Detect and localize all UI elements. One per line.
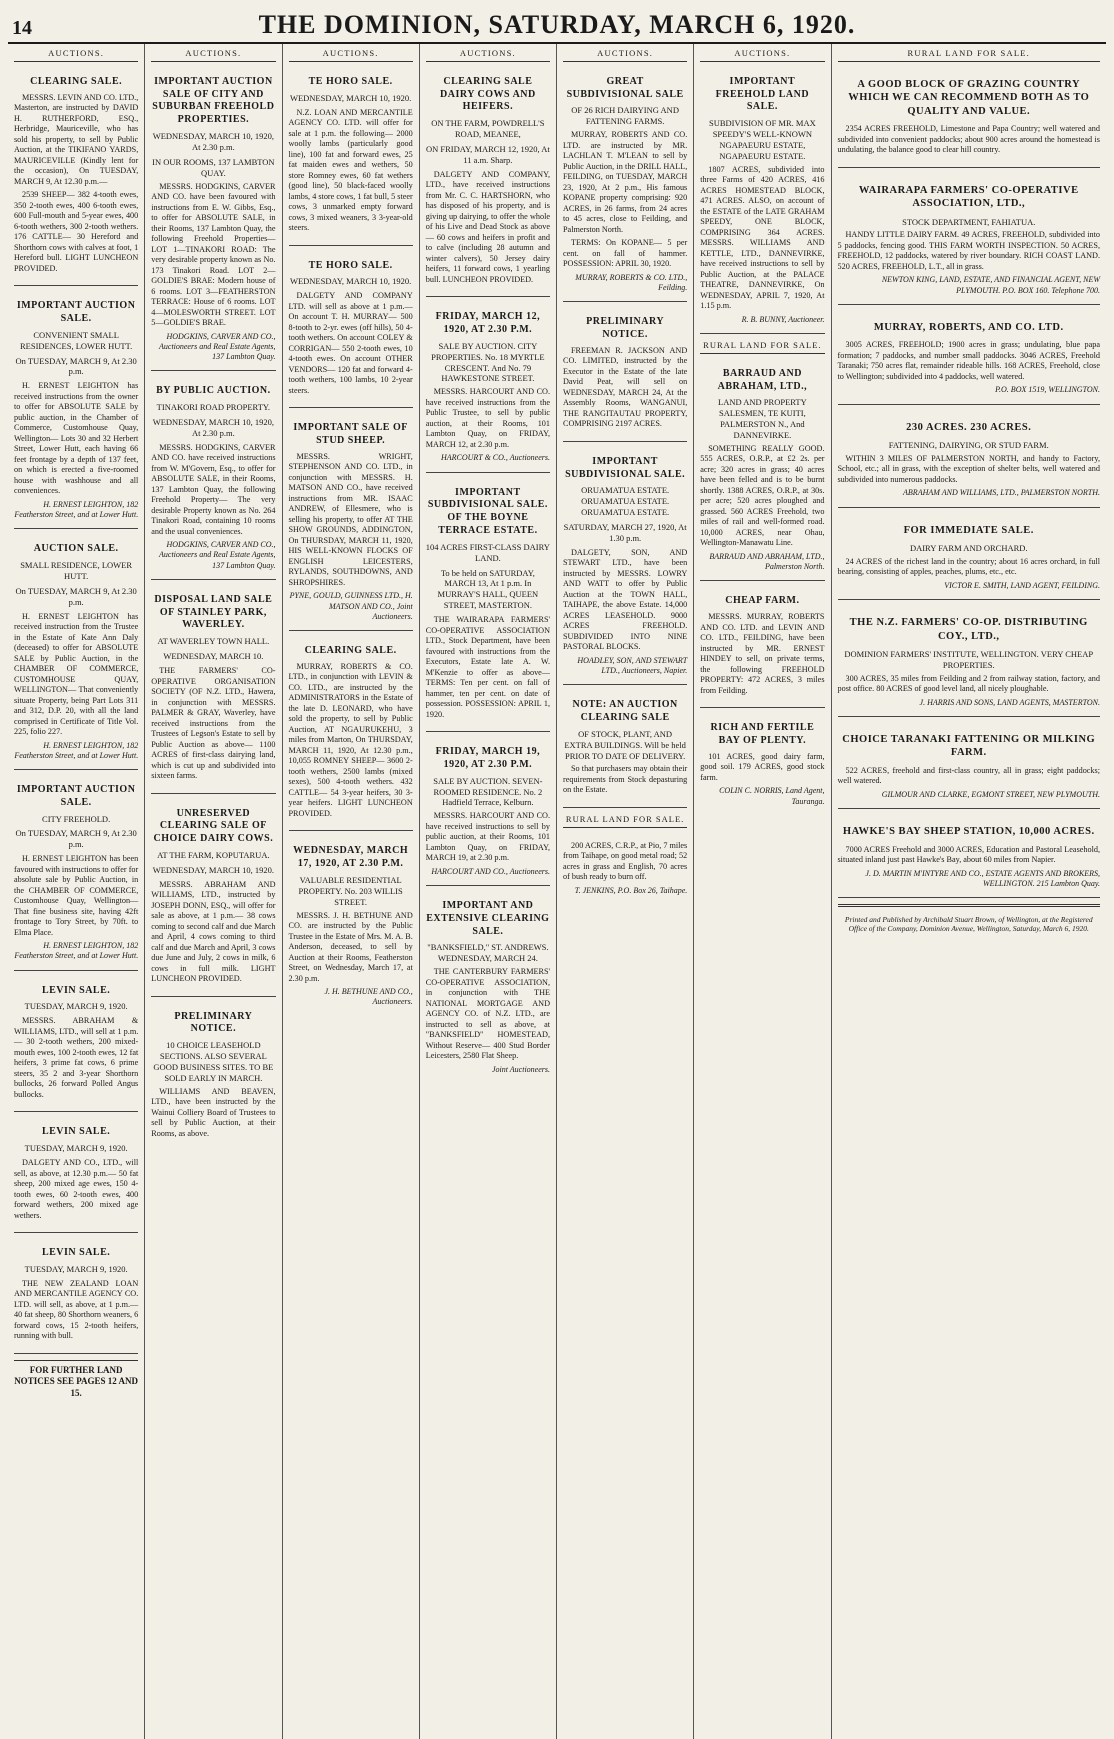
column-5: [557, 44, 694, 1739]
ad-block: [838, 174, 1101, 305]
ad-title: FOR IMMEDIATE SALE.: [903, 524, 1034, 536]
columns-grid: [8, 44, 1106, 1739]
ad-date: ON FRIDAY, MARCH 12, 1920, At 11 a.m. Sharp.: [426, 144, 550, 165]
ad-body: H. ERNEST LEIGHTON has received instructions from the owner to offer for ABSOLUTE SALE by public auction, in the Chamber of Commerce, Customhouse Quay, Wellington— Lots 30 and 32 Herbert Street, Lower Hutt, each having 66 feet frontage by a depth of 137 feet, on which is erected a five-roomed house with washhouse and all conveniences.: [14, 381, 139, 496]
ad-title: IMPORTANT SUBDIVISIONAL SALE.: [565, 455, 686, 480]
ad-signature: R. B. BUNNY, Auctioneer.: [741, 314, 825, 324]
ad-body: FREEMAN R. JACKSON AND CO. LIMITED, instructed by the Executor in the Estate of the late David Peat, will sell on WEDNESDAY, MARCH 24, At the Assembly Rooms, WANGANUI, THE RANGITAUTAU PROPERTY, COMPRISING 2197 ACRES.: [563, 345, 688, 429]
ad-subtitle: 104 ACRES FIRST-CLASS DAIRY LAND.: [425, 541, 550, 563]
ad-body: 101 ACRES, good dairy farm, good soil. 179 ACRES, good stock farm.: [700, 751, 825, 782]
ad-date: WEDNESDAY, MARCH 10.: [163, 651, 264, 662]
ad-body: 7000 ACRES Freehold and 3000 ACRES, Education and Pastoral Leasehold, situated inland just past Hawke's Bay, about 60 miles from Napier.: [837, 844, 1100, 865]
ad-signature: J. H. BETHUNE AND CO., Auctioneers.: [324, 987, 413, 1007]
column-3: [283, 44, 420, 1739]
ad-title: IMPORTANT SUBDIVISIONAL SALE. OF THE BOYNE TERRACE ESTATE.: [427, 486, 548, 536]
ad-body: DALGETY, SON, AND STEWART LTD., have been instructed by MESSRS. LOWRY AND WATT to offer by Public Auction at the TOWN HALL, TAIHAPE, the above Estate. 14,000 ACRES LEASEHOLD. 9000 ACRES FREEHOLD. SUBDIVIDED INTO NINE PASTORAL BLOCKS.: [563, 547, 688, 652]
ad-body: MESSRS. HARCOURT AND CO. have received instructions from the Public Trustee, to sell by public auction, at their Rooms, 101 Lambton Quay, on FRIDAY, MARCH 12, at 2.30 p.m.: [425, 387, 550, 449]
ad-block: [151, 377, 275, 580]
ad-body: MESSRS. HODGKINS, CARVER AND CO. have been favoured with instructions from E. W. Gibbs, Esq., to offer for ABSOLUTE SALE, in their Rooms, 137 Lambton Quay, the following Freehold Properties— LOT 1—TINAKORI ROAD: The very desirable property known as No. 173 Tinakori Road. LOT 2—GOLDIE'S BRAE: Modern house of 6 rooms. LOT 3—FEATHERSTON TERRACE: House of 6 rooms. LOT 4—MOLESWORTH STREET. LOT 5—GOLDIE'S BRAE.: [151, 181, 276, 328]
ad-block: [426, 68, 550, 297]
ad-body: 200 ACRES, C.R.P., at Pio, 7 miles from Taihape, on good metal road; 52 acres in grass and English, 70 acres of bush ready to burn off.: [563, 840, 688, 882]
ad-block: [700, 587, 824, 708]
ad-signature: HARCOURT AND CO., Auctioneers.: [431, 866, 550, 876]
ad-title: LEVIN SALE.: [41, 1126, 111, 1138]
ad-body: MESSRS. HARCOURT AND CO. have received instructions to sell by public auction, at their Rooms, 101 Lambton Quay, on FRIDAY, MARCH 19, at 2.30 p.m.: [425, 811, 550, 863]
ad-block: [289, 252, 413, 409]
ad-subtitle: AT WAVERLEY TOWN HALL.: [157, 636, 270, 647]
ad-signature: HOADLEY, SON, AND STEWART LTD., Auctioneers, Napier.: [577, 655, 688, 675]
ad-subtitle: CONVENIENT SMALL RESIDENCES, LOWER HUTT.: [20, 329, 133, 351]
ad-body: THE WAIRARAPA FARMERS' CO-OPERATIVE ASSOCIATION LTD., Stock Department, have been favoured with instructions from the Executors, Estate late A. W. M'Kenzie to offer as above— TERMS: Ten per cent. on fall of hammer, ten per cent. on date of possession. POSSESSION: APRIL 1, 1920.: [425, 615, 550, 719]
column-header: AUCTIONS.: [289, 48, 413, 62]
ad-title: CHOICE TARANAKI FATTENING OR MILKING FARM.: [842, 734, 1096, 759]
ad-body: H. ERNEST LEIGHTON has been favoured with instructions to offer for absolute sale by Public Auction, in the CHAMBER OF COMMERCE, Customhouse Quay, Wellington— That fine business site, having 42ft frontage to Tory Street, by 70ft. to Elma Place.: [14, 854, 139, 937]
ad-signature: T. JENKINS, P.O. Box 26, Taihape.: [574, 885, 688, 895]
ad-body: MESSRS. ABRAHAM & WILLIAMS, LTD., will sell at 1 p.m.— 30 2-tooth wethers, 200 mixed-mouth ewes, 100 2-tooth ewes, 12 fat heifers, 3 prime fat cows, 6 prime steers, 35 2 and 3-year Shorthorn bullocks, 26 forward Polled Angus bullocks.: [14, 1016, 139, 1099]
ad-title: CLEARING SALE.: [30, 75, 123, 87]
ad-signature: MURRAY, ROBERTS & CO. LTD., Feilding.: [575, 272, 688, 292]
ad-title: FRIDAY, MARCH 19, 1920, AT 2.30 P.M.: [435, 746, 541, 770]
ad-subtitle: SMALL RESIDENCE, LOWER HUTT.: [20, 560, 133, 581]
ad-signature: VICTOR E. SMITH, LAND AGENT, FEILDING.: [944, 580, 1100, 590]
newspaper-title: THE DOMINION, SATURDAY, MARCH 6, 1920.: [258, 10, 856, 39]
ad-title: IMPORTANT SALE OF STUD SHEEP.: [293, 422, 408, 447]
ad-title: WAIRARAPA FARMERS' CO-OPERATIVE ASSOCIATION, LTD.,: [858, 184, 1079, 210]
column-header: AUCTIONS.: [700, 48, 824, 62]
column-header: AUCTIONS.: [563, 48, 687, 62]
ad-block: [838, 411, 1101, 508]
ad-date: To be held on SATURDAY, MARCH 13, At 1 p.m. In MURRAY'S HALL, QUEEN STREET, MASTERTON.: [437, 567, 539, 611]
ad-body: MESSRS. LEVIN AND CO. LTD., Masterton, are instructed by DAVID H. RUTHERFORD, ESQ., Herbridge, Mauriceville, who has sold his property, to sell by Public Auction, at the TIKIFANO YARDS, MAURICEVILLE (Kindly lent for the occasion), On TUESDAY, MARCH 9, At 12.30 p.m.—: [14, 92, 139, 186]
ad-title: UNRESERVED CLEARING SALE OF CHOICE DAIRY COWS.: [153, 807, 274, 845]
ad-body: THE NEW ZEALAND LOAN AND MERCANTILE AGENCY CO. LTD. will sell, as above, at 1 p.m.— 40 fat sheep, 80 Shorthorn weaners, 6 forward cows, 15 2-tooth heifers, running with bull.: [14, 1278, 139, 1341]
ad-block: [700, 714, 824, 815]
ad-date: On TUESDAY, MARCH 9, At 2.30 p.m.: [15, 355, 137, 377]
column-1: [8, 44, 145, 1739]
ad-block: [14, 1118, 138, 1233]
divider: [838, 904, 1101, 907]
ad-title: AUCTION SALE.: [33, 543, 119, 555]
ad-block: [289, 68, 413, 246]
ad-body: N.Z. LOAN AND MERCANTILE AGENCY CO. LTD. will offer for sale at 1 p.m. the following— 2000 woolly lambs (particularly good line), 100 fat and forward ewes, 25 fat maiden ewes and wethers, 50 store Romney ewes, 60 fat wethers (good line), 50 black-faced woolly lambs, 4 store cows, 1 fat bull, 5 steer cows, 3 unmarked empty forward cows, 3 mixed weaners, 3 3-year-old steers.: [288, 107, 413, 233]
ad-block: [14, 1239, 138, 1354]
ad-body: THE FARMERS' CO-OPERATIVE ORGANISATION SOCIETY (OF N.Z. LTD., Hawera, in conjunction with MESSRS. PALMER & GRAY, Waverley, have received instructions from the Trustees of Legson's Estate to sell by Public Auction as above— 1100 ACRES of first-class dairying land, which is cut up and subdivided into sixteen farms.: [151, 666, 276, 781]
ad-signature: HODGKINS, CARVER AND CO., Auctioneers and Real Estate Agents, 137 Lambton Quay.: [159, 331, 276, 362]
ad-title: NOTE: AN AUCTION CLEARING SALE: [572, 699, 678, 724]
ad-date: WEDNESDAY, MARCH 10, 1920.: [289, 276, 412, 287]
ad-title: LEVIN SALE.: [41, 1247, 111, 1259]
ad-title: WEDNESDAY, MARCH 17, 1920, AT 2.30 P.M.: [293, 845, 409, 870]
column-7-rural: [832, 44, 1107, 1739]
ad-body: 2354 ACRES FREEHOLD, Limestone and Papa Country; well watered and subdivided into convenient paddocks; about 900 acres around the homestead is undulating, the balance good to clear hill country.: [837, 124, 1100, 155]
ad-title: THE N.Z. FARMERS' CO-OP. DISTRIBUTING COY., LTD.,: [849, 617, 1088, 642]
ad-body: HANDY LITTLE DAIRY FARM. 49 ACRES, FREEHOLD, subdivided into 5 paddocks, fencing good. THIS FARM WORTH INSPECTION. 50 ACRES, FREEHOLD, 12 paddocks, watered by river boundary. RICH COAST LAND. 520 ACRES, FREEHOLD, L.T., all in grass.: [837, 230, 1100, 271]
printer-imprint: Printed and Published by Archibald Stuart Brown, of Wellington, at the Registered Office of the Company, Dominion Avenue, Wellington, Saturday, March 6, 1920.: [844, 914, 1093, 934]
ad-body: MURRAY, ROBERTS AND CO. LTD. are instructed by MR. LACHLAN T. M'LEAN to sell by Public Auction, in the DRILL HALL, FEILDING, on TUESDAY, MARCH 23, 1920, At 2 p.m., His famous KOPANE property comprising: 920 ACRES, in 26 farms, from 24 acres to 45 acres, close to Feilding, and Palmerston North.: [563, 130, 688, 234]
ad-block: [838, 815, 1101, 898]
ad-subtitle: OF STOCK, PLANT, AND EXTRA BUILDINGS. Will be held PRIOR TO DATE OF DELIVERY.: [564, 728, 686, 761]
ad-block: [563, 834, 687, 904]
ad-subtitle: CITY FREEHOLD.: [42, 813, 111, 824]
ad-subtitle: LAND AND PROPERTY SALESMEN, TE KUITI, PALMERSTON N., And DANNEVIRKE.: [718, 397, 807, 441]
ad-block: [151, 1003, 275, 1151]
ad-date: WEDNESDAY, MARCH 10, 1920, At 2.30 p.m.: [152, 416, 275, 438]
ad-title: HAWKE'S BAY SHEEP STATION, 10,000 ACRES.: [842, 826, 1095, 838]
ad-title: DISPOSAL LAND SALE OF STAINLEY PARK, WAVERLEY.: [154, 593, 273, 631]
ad-title: CLEARING SALE DAIRY COWS AND HEIFERS.: [440, 75, 536, 113]
ad-title: TE HORO SALE.: [308, 75, 393, 87]
ad-body: WITHIN 3 MILES OF PALMERSTON NORTH, and handy to Factory, School, etc.; all in grass, with the exception of shelter belts, well watered and subdivided into numerous paddocks.: [837, 453, 1100, 484]
ad-title: BY PUBLIC AUCTION.: [156, 385, 271, 397]
ad-signature: COLIN C. NORRIS, Land Agent, Tauranga.: [719, 786, 825, 806]
ad-subtitle: 10 CHOICE LEASEHOLD SECTIONS. ALSO SEVERAL GOOD BUSINESS SITES. TO BE SOLD EARLY IN MARCH.: [153, 1040, 274, 1083]
masthead: [8, 0, 1106, 44]
ad-title: GREAT SUBDIVISIONAL SALE: [566, 75, 684, 100]
ad-subtitle: IN OUR ROOMS, 137 LAMBTON QUAY.: [152, 156, 275, 178]
ad-block: [14, 68, 138, 286]
column-header: AUCTIONS.: [426, 48, 550, 62]
ad-subtitle: SUBDIVISION OF MR. MAX SPEEDY'S WELL-KNOWN NGAPAEURU ESTATE, NGAPAEURU ESTATE.: [709, 118, 816, 161]
ad-title: CHEAP FARM.: [725, 595, 800, 607]
ad-signature: GILMOUR AND CLARKE, EGMONT STREET, NEW PLYMOUTH.: [881, 789, 1100, 799]
ad-subtitle: TINAKORI ROAD PROPERTY.: [156, 402, 271, 413]
ad-subtitle: AT THE FARM, KOPUTARUA.: [157, 849, 270, 860]
ad-block: [14, 292, 138, 529]
ad-body: 1807 ACRES, subdivided into three Farms of 420 ACRES, 416 ACRES HOMESTEAD BLOCK, 471 ACRES. ALSO, on account of the ESTATE of the LATE GRAHAM SPEEDY, ONE BLOCK, COMPRISING 364 ACRES. MESSRS. WILLIAMS AND KETTLE, LTD., DANNEVIRKE, have received instructions to sell by Public Auction, at the PALACE THEATRE, DANNEVIRKE, On WEDNESDAY, APRIL 7, 1920, At 1.15 p.m.: [700, 164, 825, 311]
ad-block: [14, 776, 138, 971]
ad-date: SATURDAY, MARCH 27, 1920, At 1.30 p.m.: [563, 522, 687, 543]
ad-title: A GOOD BLOCK OF GRAZING COUNTRY WHICH WE CAN RECOMMEND BOTH AS TO QUALITY AND VALUE.: [848, 78, 1090, 117]
ad-signature: NEWTON KING, LAND, ESTATE, AND FINANCIAL AGENT, NEW PLYMOUTH. P.O. BOX 160. Telephone 700.: [881, 275, 1100, 295]
ad-body: MURRAY, ROBERTS & CO. LTD., in conjunction with LEVIN & CO. LTD., are instructed by the ADMINISTRATORS in the Estate of the late D. LEONARD, who have sold the property, to sell by Public Auction, AT NGAURUKEHU, 3 miles from Marton, On THURSDAY, MARCH 11, 1920, At 12.30 p.m., 10,055 ROMNEY SHEEP— 3600 2-tooth wethers, 2500 lambs (mixed sexes), 500 4-tooth wethers. 432 CATTLE— 54 3-year heifers, 30 3-year heifers. LIGHT LUNCHEON PROVIDED.: [288, 661, 413, 818]
ad-body: H. ERNEST LEIGHTON has received instruction from the Trustee in the Estate of Kate Ann Daly (deceased) to offer for ABSOLUTE SALE by Public Auction, in the CHAMBER OF COMMERCE, CUSTOMHOUSE QUAY, WELLINGTON— That conveniently situate Property, being Part Lots 311 and 312, D.P. 20, with all the land comprised in Certificate of Title Vol. 225, folio 227.: [14, 611, 139, 737]
ad-signature: H. ERNEST LEIGHTON, 182 Featherston Street, and at Lower Hutt.: [14, 941, 139, 961]
ad-title: PRELIMINARY NOTICE.: [586, 316, 665, 340]
ad-date: TUESDAY, MARCH 9, 1920.: [24, 1143, 128, 1154]
ad-title: RICH AND FERTILE BAY OF PLENTY.: [710, 722, 815, 747]
ad-block: [151, 68, 275, 371]
ad-block: [563, 448, 687, 685]
ad-title: IMPORTANT AND EXTENSIVE CLEARING SALE.: [426, 899, 550, 937]
ad-signature: H. ERNEST LEIGHTON, 182 Featherston Street, and at Lower Hutt.: [14, 499, 139, 519]
ad-extra: 2539 SHEEP— 382 4-tooth ewes, 350 2-tooth ewes, 400 6-tooth ewes, 600 Full-mouth and 5-year ewes, 400 6-tooth wethers, 300 2-tooth wethers. 176 CATTLE— 30 Hereford and Shorthorn cows with calves at foot, 1 Hereford bull. LIGHT LUNCHEON PROVIDED.: [14, 190, 139, 273]
ad-date: WEDNESDAY, MARCH 10, 1920, At 2.30 p.m.: [152, 131, 275, 152]
ad-block: [426, 303, 550, 472]
ad-signature: J. HARRIS AND SONS, LAND AGENTS, MASTERTON.: [919, 697, 1100, 707]
page-number: 14: [12, 17, 32, 39]
ad-title: TE HORO SALE.: [308, 259, 393, 271]
ad-title: PRELIMINARY NOTICE.: [174, 1010, 253, 1035]
ad-body: MESSRS. J. H. BETHUNE AND CO. are instructed by the Public Trustee in the Estate of Mrs. M. A. B. Anderson, deceased, to sell by Auction at their Rooms, Featherston Street, on Wednesday, March 17, at 2.30 p.m.: [288, 910, 413, 983]
ad-subtitle: SALE BY AUCTION. CITY PROPERTIES. No. 18 MYRTLE CRESCENT. And No. 79 HAWKESTONE STREET.: [431, 340, 545, 384]
ad-body: WILLIAMS AND BEAVEN, LTD., have been instructed by the Wainui Colliery Board of Trustees to sell by Public Auction, at their Rooms, as above.: [151, 1086, 276, 1138]
ad-title: 230 ACRES. 230 ACRES.: [906, 421, 1032, 433]
ad-body: THE CANTERBURY FARMERS' CO-OPERATIVE ASSOCIATION, in conjunction with THE NATIONAL MORTGAGE AND AGENCY CO. of N.Z. LTD., are instructed to sell as above, at "BANKSFIELD" HOMESTEAD, Without Reserve— 400 Stud Border Leicesters, 2580 Flat Sheep.: [425, 967, 550, 1061]
ad-signature: H. ERNEST LEIGHTON, 182 Featherston Street, and at Lower Hutt.: [14, 740, 139, 760]
ad-date: WEDNESDAY, MARCH 10, 1920.: [289, 92, 412, 103]
ad-body: DALGETY AND COMPANY LTD. will sell as above at 1 p.m.— On account T. H. MURRAY— 500 8-tooth to 2-yr. ewes (off hills), 50 4-tooth wethers. On account COLEY & CORRIGAN— 550 2-tooth ewes, 10 4-tooth ewes. On account OTHER VENDORS— 120 fat and forward 4-tooth wethers, 100 lambs, 10 2-year steers.: [288, 291, 413, 395]
ad-block: [700, 68, 824, 334]
ad-date: On TUESDAY, MARCH 9, At 2.30 p.m.: [15, 828, 137, 850]
ad-subtitle: STOCK DEPARTMENT, FAHIATUA.: [902, 216, 1036, 227]
ad-subtitle: FATTENING, DAIRYING, OR STUD FARM.: [888, 440, 1049, 451]
ad-block: [838, 606, 1101, 717]
ad-subtitle: SALE BY AUCTION. SEVEN-ROOMED RESIDENCE. No. 2 Hadfield Terrace, Kelburn.: [433, 775, 543, 808]
ad-body: MESSRS. HODGKINS, CARVER AND CO. have received instructions from W. M'Govern, Esq., to offer for ABSOLUTE SALE, in their Rooms, 137 Lambton Quay, the following Freehold Property— The very desirable Property known as No. 264 Tinakori Road, containing 10 rooms and the usual conveniences.: [151, 442, 276, 536]
ad-date: TUESDAY, MARCH 9, 1920.: [24, 1001, 128, 1012]
ad-block: [289, 837, 413, 1015]
ad-block: [563, 68, 687, 302]
ad-block: [289, 414, 413, 631]
ad-block: [289, 637, 413, 831]
ad-block: [14, 535, 138, 770]
ad-date: WEDNESDAY, MARCH 10, 1920.: [152, 864, 275, 875]
ad-block: [838, 514, 1101, 601]
ad-subtitle: OF 26 RICH DAIRYING AND FATTENING FARMS.: [571, 105, 679, 127]
ad-title: MURRAY, ROBERTS, AND CO. LTD.: [873, 321, 1064, 333]
ad-title: IMPORTANT AUCTION SALE.: [16, 300, 136, 324]
ad-subtitle: VALUABLE RESIDENTIAL PROPERTY. No. 203 WILLIS STREET.: [298, 874, 403, 907]
rural-land-header: RURAL LAND FOR SALE.: [563, 814, 687, 828]
ad-title: IMPORTANT FREEHOLD LAND SALE.: [715, 75, 810, 113]
column-2: [145, 44, 282, 1739]
ad-block: [426, 738, 550, 886]
ad-body: DALGETY AND CO., LTD., will sell, as above, at 12.30 p.m.— 50 fat sheep, 200 mixed age ewes, 150 4-tooth ewes, 60 2-tooth ewes, 400 forward wethers, 200 mixed age wethers.: [14, 1158, 139, 1220]
further-notices-note: FOR FURTHER LAND NOTICES SEE PAGES 12 AND 15.: [14, 1360, 138, 1400]
ad-title: IMPORTANT AUCTION SALE OF CITY AND SUBURBAN FREEHOLD PROPERTIES.: [152, 75, 275, 126]
ad-title: BARRAUD AND ABRAHAM, LTD.,: [717, 367, 808, 392]
ad-block: [14, 977, 138, 1113]
ad-signature: P.O. BOX 1519, WELLINGTON.: [995, 385, 1100, 395]
ad-block: [838, 311, 1101, 405]
ad-signature: HODGKINS, CARVER AND CO., Auctioneers and Real Estate Agents, 137 Lambton Quay.: [159, 540, 276, 570]
ad-body: 24 ACRES of the richest land in the country; about 16 acres orchard, in full bearing, consisting of apples, peaches, plums, etc., etc.: [837, 556, 1100, 577]
ad-signature: Joint Auctioneers.: [491, 1064, 550, 1074]
ad-body: MESSRS. MURRAY, ROBERTS AND CO. LTD. and LEVIN AND CO. LTD., FEILDING, have been instructed by MR. ERNEST HINDEY to sell, on private terms, the following FREEHOLD PROPERTY: 472 ACRES, 3 miles from Feilding.: [700, 612, 825, 695]
ad-subtitle: "BANKSFIELD," ST. ANDREWS. WEDNESDAY, MARCH 24.: [427, 942, 549, 964]
ad-body: MESSRS. ABRAHAM AND WILLIAMS, LTD., instructed by JOSEPH DONN, ESQ., will offer for sale as above, at 1 p.m.— 38 cows coming to second calf and due March and April, 4 cows coming to third calf and due March and April, 3 cows due June and July, 2 cows in milk, 6 cows in full milk. LIGHT LUNCHEON PROVIDED.: [151, 879, 276, 984]
column-4: [420, 44, 557, 1739]
ad-block: [700, 360, 824, 582]
ad-title: FRIDAY, MARCH 12, 1920, AT 2.30 P.M.: [435, 311, 541, 336]
ad-block: [563, 308, 687, 442]
ad-subtitle: ON THE FARM, POWDRELL'S ROAD, MEANEE,: [431, 118, 545, 140]
ad-subtitle: ORUAMATUA ESTATE. ORUAMATUA ESTATE. ORUAMATUA ESTATE.: [581, 485, 670, 518]
column-header: AUCTIONS.: [151, 48, 275, 62]
ad-date: TUESDAY, MARCH 9, 1920.: [24, 1263, 128, 1274]
ad-block: [426, 479, 550, 732]
column-header: AUCTIONS.: [14, 48, 138, 62]
ad-signature: J. D. MARTIN M'INTYRE AND CO., ESTATE AGENTS AND BROKERS, WELLINGTON. 215 Lambton Quay.: [865, 868, 1100, 888]
ad-signature: HARCOURT & CO., Auctioneers.: [440, 453, 550, 463]
ad-block: [838, 68, 1101, 168]
ad-title: CLEARING SALE.: [304, 645, 397, 657]
ad-signature: ABRAHAM AND WILLIAMS, LTD., PALMERSTON NORTH.: [903, 488, 1100, 498]
ad-title: LEVIN SALE.: [41, 984, 111, 996]
ad-signature: PYNE, GOULD, GUINNESS LTD., H. MATSON AND CO., Joint Auctioneers.: [289, 591, 413, 621]
ad-body: DALGETY AND COMPANY, LTD., have received instructions from Mr. C. C. HARTSHORN, who has disposed of his property, and is giving up dairying, to offer the whole of his Live and Dead Stock as above— 60 cows and heifers in profit and to calve (including 28 autumn and winter calvers), 50 Jersey dairy heifers, 11 forward cows, 1 yearling bull. LUNCHEON PROVIDED.: [425, 169, 550, 284]
ad-extra: TERMS: On KOPANE— 5 per cent. on fall of hammer. POSSESSION: APRIL 30, 1920.: [563, 238, 688, 269]
ad-title: IMPORTANT AUCTION SALE.: [16, 784, 136, 808]
ad-block: [838, 723, 1101, 809]
ad-signature: BARRAUD AND ABRAHAM, LTD., Palmerston North.: [709, 551, 825, 572]
ad-block: [151, 586, 275, 794]
ad-body: MESSRS. WRIGHT, STEPHENSON AND CO. LTD., in conjunction with MESSRS. H. MATSON AND CO., have received instructions from MR. ISAAC ANDREW, of Ellesmere, who is selling his property, to offer AT THE SHOW GROUNDS, ADDINGTON, On THURSDAY, MARCH 11, 1920, HIS WELL-KNOWN FLOCKS OF ENGLISH LEICESTERS, RYLANDS, SOUTHDOWNS, AND SHROPSHIRES.: [288, 451, 413, 587]
ad-body: 300 ACRES, 35 miles from Feilding and 2 from railway station, factory, and post office. 80 ACRES of good level land, all nicely ploughable.: [837, 673, 1100, 694]
rural-land-header: RURAL LAND FOR SALE.: [700, 340, 824, 354]
ad-body: SOMETHING REALLY GOOD. 555 ACRES, O.R.P., at £2 2s. per acre; 320 acres in grass; 40 acres have been felled and is to be burnt shortly. 1388 ACRES, O.R.P., at 30s. per acre; 520 acres ploughed and grassed. 560 ACRES Freehold, two miles of rail and well-formed road. 10,000 ACRES, near Ohau, Wellington-Manawatu Line.: [700, 443, 825, 548]
ad-subtitle: DOMINION FARMERS' INSTITUTE, WELLINGTON. VERY CHEAP PROPERTIES.: [844, 649, 1094, 670]
ad-body: 3005 ACRES, FREEHOLD; 1900 acres in grass; undulating, blue papa formation; 7 paddocks, and number small paddocks. 3046 ACRES, Freehold Taranaki; 750 acres flat, remainder rideable hills. 168 ACRES, Freehold, close to Wellington; subdivided into 4 paddocks, well watered.: [837, 340, 1100, 381]
ad-block: [426, 892, 550, 1083]
ad-body: 522 ACRES, freehold and first-class country, all in grass; eight paddocks; well watered.: [837, 765, 1100, 786]
ad-date: On TUESDAY, MARCH 9, At 2.30 p.m.: [15, 585, 137, 607]
ad-block: [563, 691, 687, 808]
column-6: [694, 44, 831, 1739]
ad-body: So that purchasers may obtain their requirements from Stock depasturing on the Estate.: [563, 764, 688, 795]
column-header: RURAL LAND FOR SALE.: [838, 48, 1101, 62]
ad-block: [151, 800, 275, 997]
ad-subtitle: DAIRY FARM AND ORCHARD.: [909, 543, 1028, 554]
